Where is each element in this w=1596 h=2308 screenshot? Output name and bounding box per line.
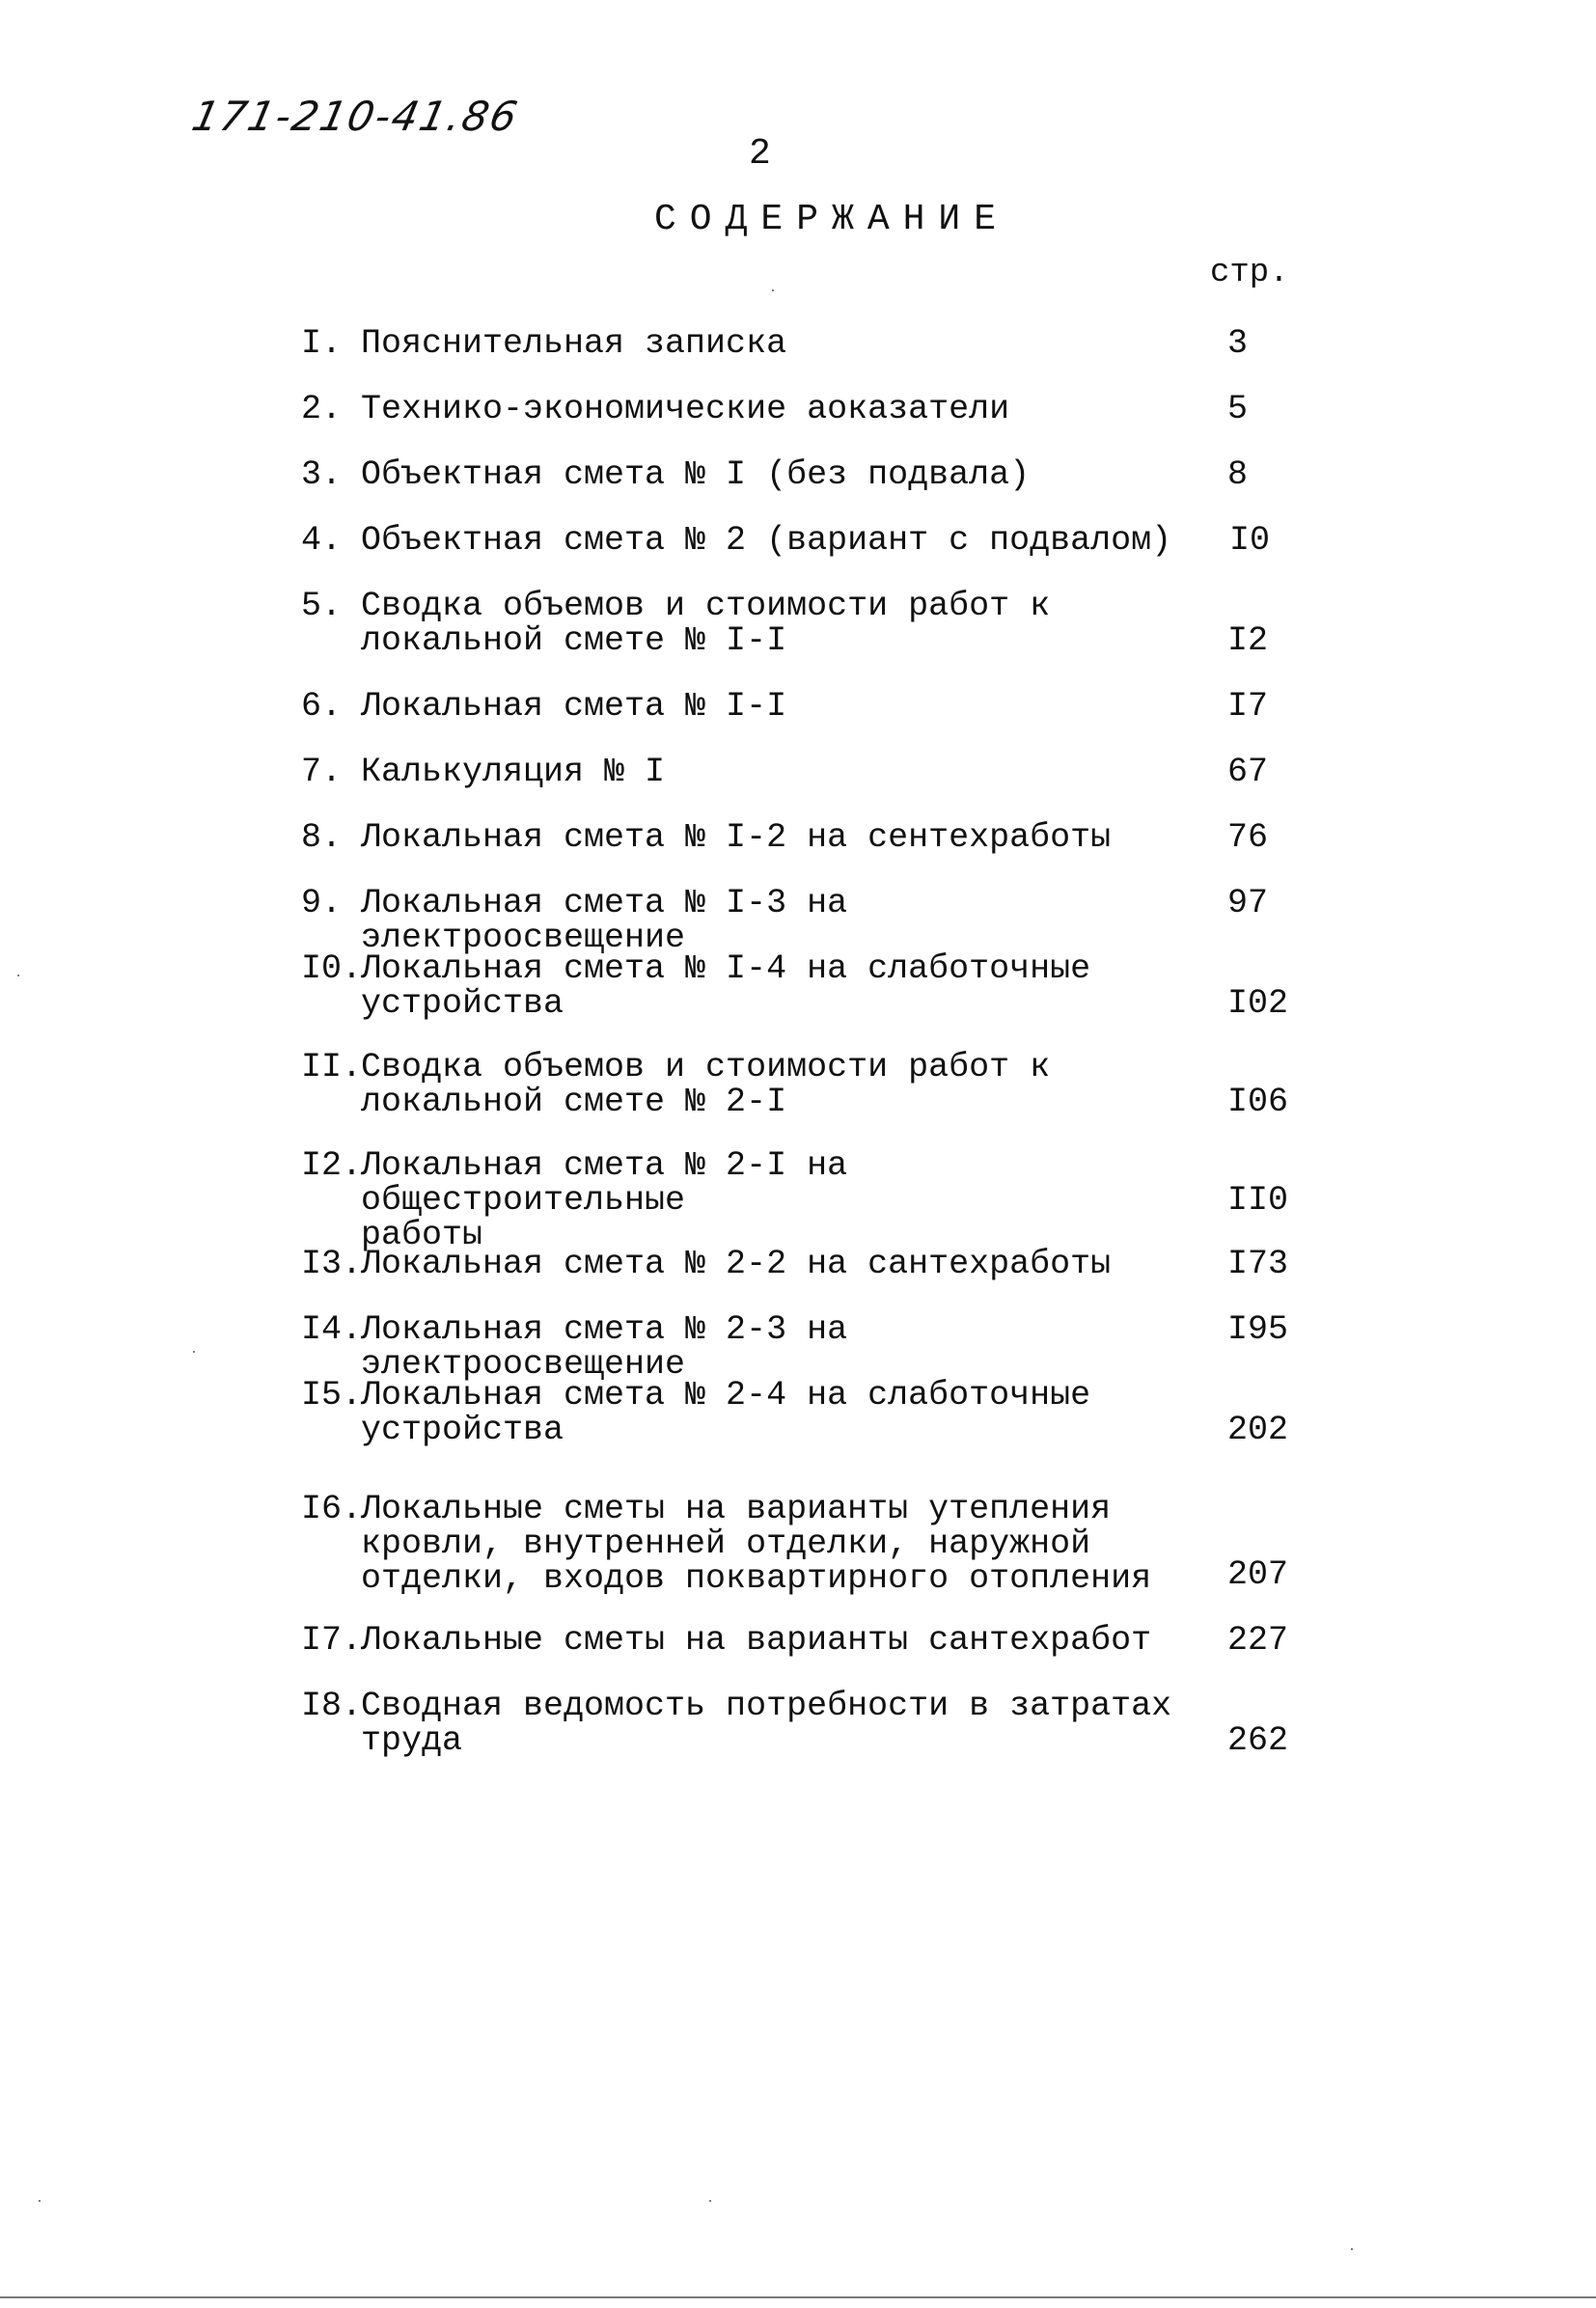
toc-entry-page: I06: [1227, 1083, 1289, 1121]
toc-entry-number: 3.: [301, 455, 343, 494]
toc-entry-page: I02: [1227, 984, 1289, 1023]
scan-speck: [772, 289, 774, 291]
toc-entry-title: Локальные сметы на варианты сантехработ: [361, 1621, 1152, 1660]
toc-entry-number: I7.: [301, 1621, 363, 1660]
toc-entry-page: 262: [1227, 1721, 1289, 1760]
toc-entry-title: Калькуляция № I: [361, 753, 666, 791]
toc-entry-number: 6.: [301, 687, 343, 726]
toc-entry-page: 227: [1227, 1621, 1289, 1660]
toc-entry-page: 3: [1227, 324, 1249, 363]
toc-entry-title: Локальная смета № 2-I на общестроительные работы: [361, 1146, 848, 1254]
toc-entry-page: I0: [1229, 521, 1271, 560]
toc-entry-page: II0: [1227, 1181, 1289, 1220]
toc-entry-number: I.: [301, 324, 343, 363]
toc-entry-title: Сводка объемов и стоимости работ к локальной смете № I-I: [361, 587, 1051, 660]
toc-entry-number: I6.: [301, 1490, 363, 1528]
toc-entry-title: Сводка объемов и стоимости работ к локальной смете № 2-I: [361, 1048, 1051, 1121]
toc-entry-title: Объектная смета № 2 (вариант с подвалом): [361, 521, 1172, 560]
scan-speck: [709, 2200, 711, 2202]
toc-entry-number: II.: [301, 1048, 363, 1086]
toc-entry-number: 4.: [301, 521, 343, 560]
toc-entry-number: I3.: [301, 1245, 363, 1283]
toc-entry-title: Локальная смета № 2-2 на сантехработы: [361, 1245, 1112, 1283]
toc-entry-title: Локальная смета № 2-4 на слаботочные устройства: [361, 1376, 1091, 1449]
toc-entry-title: Объектная смета № I (без подвала): [361, 455, 1031, 494]
toc-entry-page: 5: [1227, 390, 1249, 428]
toc-entry-number: I4.: [301, 1310, 363, 1349]
handwritten-document-code: 171-210-41.86: [187, 93, 524, 140]
toc-entry-number: I2.: [301, 1146, 363, 1185]
toc-entry-title: Локальная смета № I-4 на слаботочные устройства: [361, 949, 1091, 1023]
scan-edge-line: [0, 2296, 1596, 2298]
toc-entry-page: 8: [1227, 455, 1249, 494]
toc-entry-number: 5.: [301, 587, 343, 625]
page-title: СОДЕРЖАНИЕ: [654, 199, 1010, 240]
toc-entry-title: Пояснительная записка: [361, 324, 787, 363]
toc-entry-title: Локальная смета № I-2 на сентехработы: [361, 818, 1112, 857]
scan-speck: [1351, 2248, 1353, 2250]
toc-entry-title: Локальные сметы на варианты утепления кровли, внутренней отделки, наружной отделки, входов поквартирного отопления: [361, 1490, 1152, 1598]
toc-entry-page: 207: [1227, 1555, 1289, 1594]
toc-entry-page: 97: [1227, 884, 1269, 922]
toc-entry-page: I95: [1227, 1310, 1289, 1349]
toc-entry-page: I7: [1227, 687, 1269, 726]
toc-entry-page: 202: [1227, 1411, 1289, 1449]
toc-entry-page: I2: [1227, 621, 1269, 660]
page-number: 2: [749, 133, 771, 175]
toc-entry-title: Локальная смета № I-3 на электроосвещение: [361, 884, 848, 957]
toc-entry-number: 2.: [301, 390, 343, 428]
scan-speck: [193, 1351, 195, 1353]
scan-speck: [17, 975, 19, 976]
toc-entry-number: I5.: [301, 1376, 363, 1415]
toc-entry-number: 7.: [301, 753, 343, 791]
toc-entry-title: Технико-экономические аоказатели: [361, 390, 1010, 428]
toc-entry-number: 8.: [301, 818, 343, 857]
toc-entry-title: Локальная смета № I-I: [361, 687, 787, 726]
toc-entry-number: I0.: [301, 949, 363, 988]
scan-speck: [39, 2200, 41, 2202]
toc-entry-page: 76: [1227, 818, 1269, 857]
toc-entry-page: I73: [1227, 1245, 1289, 1283]
toc-entry-number: I8.: [301, 1687, 363, 1725]
toc-entry-number: 9.: [301, 884, 343, 922]
toc-entry-title: Локальная смета № 2-3 на электроосвещение: [361, 1310, 848, 1384]
page-column-header: стр.: [1210, 255, 1289, 291]
toc-entry-title: Сводная ведомость потребности в затратах труда: [361, 1687, 1172, 1760]
toc-entry-page: 67: [1227, 753, 1269, 791]
